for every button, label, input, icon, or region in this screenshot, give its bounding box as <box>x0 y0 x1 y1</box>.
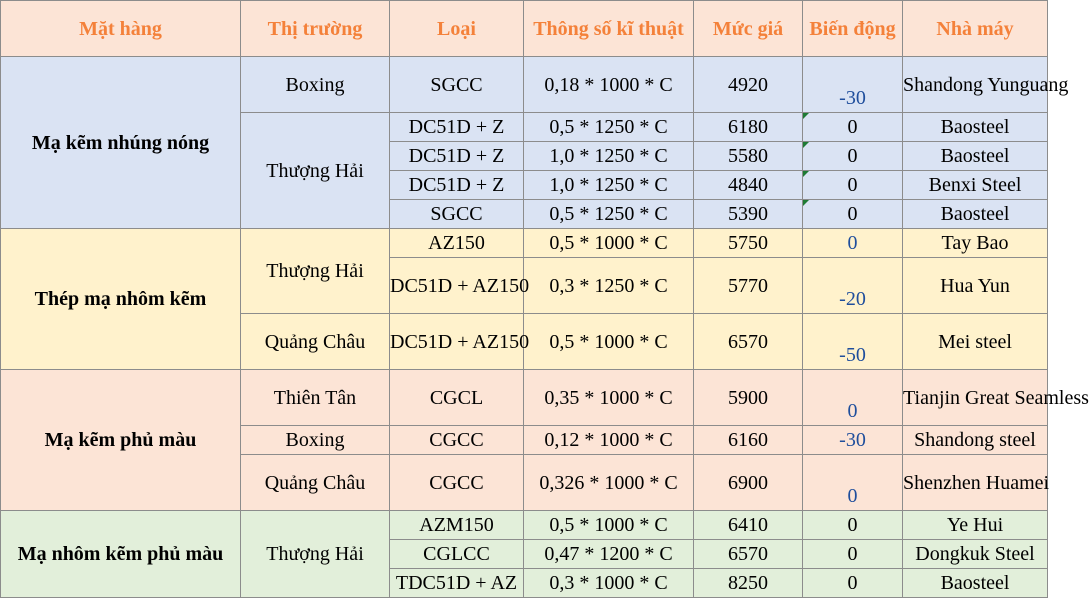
category-cell: Mạ kẽm nhúng nóng <box>1 57 241 229</box>
header-change: Biến động <box>803 1 903 57</box>
category-cell: Mạ nhôm kẽm phủ màu <box>1 511 241 598</box>
factory-cell: Benxi Steel <box>903 171 1048 200</box>
spec-cell: 0,12 * 1000 * C <box>524 426 694 455</box>
factory-cell: Baosteel <box>903 113 1048 142</box>
price-cell: 5390 <box>694 200 803 229</box>
spec-cell: 1,0 * 1250 * C <box>524 171 694 200</box>
table-row <box>1 229 1048 258</box>
factory-cell: Tianjin Great Seamless <box>903 370 1048 426</box>
category-cell: Thép mạ nhôm kẽm <box>1 229 241 370</box>
price-cell: 4840 <box>694 171 803 200</box>
table-row <box>1 370 1048 398</box>
price-cell: 6160 <box>694 426 803 455</box>
spec-cell: 0,3 * 1250 * C <box>524 258 694 314</box>
market-cell: Thượng Hải <box>241 229 390 314</box>
header-product: Mặt hàng <box>1 1 241 57</box>
type-cell: TDC51D + AZ <box>390 569 524 598</box>
price-cell: 4920 <box>694 57 803 113</box>
spec-cell: 0,47 * 1200 * C <box>524 540 694 569</box>
market-cell: Quảng Châu <box>241 455 390 511</box>
header-spec: Thông số kĩ thuật <box>524 1 694 57</box>
price-cell: 6410 <box>694 511 803 540</box>
spec-cell: 0,5 * 1250 * C <box>524 200 694 229</box>
type-cell: SGCC <box>390 200 524 229</box>
factory-cell: Ye Hui <box>903 511 1048 540</box>
change-value: 0 <box>847 174 858 196</box>
factory-cell: Dongkuk Steel <box>903 540 1048 569</box>
factory-cell: Shandong Yunguang <box>903 57 1048 113</box>
header-market: Thị trường <box>241 1 390 57</box>
factory-cell: Mei steel <box>903 314 1048 370</box>
change-cell <box>803 171 903 200</box>
factory-cell: Hua Yun <box>903 258 1048 314</box>
spec-cell: 0,35 * 1000 * C <box>524 370 694 426</box>
change-cell: 0 <box>803 229 903 258</box>
factory-cell: Shandong steel <box>903 426 1048 455</box>
price-cell: 5900 <box>694 370 803 426</box>
factory-cell: Tay Bao <box>903 229 1048 258</box>
type-cell: AZ150 <box>390 229 524 258</box>
table-row <box>1 511 1048 540</box>
change-cell: -20 <box>803 258 903 314</box>
factory-cell: Baosteel <box>903 569 1048 598</box>
price-cell: 5580 <box>694 142 803 171</box>
type-cell: CGCC <box>390 426 524 455</box>
change-cell: 0 <box>803 455 903 511</box>
market-cell: Thiên Tân <box>241 370 390 426</box>
spec-cell: 0,5 * 1000 * C <box>524 229 694 258</box>
price-cell: 6570 <box>694 314 803 370</box>
category-cell: Mạ kẽm phủ màu <box>1 370 241 511</box>
spec-cell: 0,326 * 1000 * C <box>524 455 694 511</box>
price-cell: 6180 <box>694 113 803 142</box>
type-cell: DC51D + Z <box>390 113 524 142</box>
header-row <box>1 1 1048 57</box>
spec-cell: 0,5 * 1250 * C <box>524 113 694 142</box>
comment-marker-icon <box>803 200 809 206</box>
price-cell: 6570 <box>694 540 803 569</box>
change-cell <box>803 200 903 229</box>
price-cell: 5770 <box>694 258 803 314</box>
market-cell: Thượng Hải <box>241 511 390 598</box>
factory-cell: Baosteel <box>903 200 1048 229</box>
comment-marker-icon <box>803 142 809 148</box>
type-cell: DC51D + Z <box>390 142 524 171</box>
change-value: 0 <box>847 145 858 167</box>
spec-cell: 1,0 * 1250 * C <box>524 142 694 171</box>
change-cell: 0 <box>803 511 903 540</box>
market-cell: Boxing <box>241 57 390 113</box>
change-cell: 0 <box>803 540 903 569</box>
change-value: 0 <box>847 203 858 225</box>
comment-marker-icon <box>803 113 809 119</box>
table-row <box>1 57 1048 85</box>
change-cell: 0 <box>803 370 903 426</box>
change-cell: -50 <box>803 314 903 370</box>
type-cell: DC51D + AZ150 <box>390 314 524 370</box>
type-cell: CGLCC <box>390 540 524 569</box>
header-price: Mức giá <box>694 1 803 57</box>
spec-cell: 0,5 * 1000 * C <box>524 511 694 540</box>
market-cell: Thượng Hải <box>241 113 390 229</box>
spec-cell: 0,5 * 1000 * C <box>524 314 694 370</box>
type-cell: CGCL <box>390 370 524 426</box>
price-cell: 6900 <box>694 455 803 511</box>
change-value: 0 <box>847 116 858 138</box>
type-cell: AZM150 <box>390 511 524 540</box>
change-cell: -30 <box>803 426 903 455</box>
type-cell: SGCC <box>390 57 524 113</box>
change-cell <box>803 113 903 142</box>
price-cell: 5750 <box>694 229 803 258</box>
spec-cell: 0,3 * 1000 * C <box>524 569 694 598</box>
market-cell: Boxing <box>241 426 390 455</box>
comment-marker-icon <box>803 171 809 177</box>
header-type: Loại <box>390 1 524 57</box>
price-cell: 8250 <box>694 569 803 598</box>
type-cell: DC51D + AZ150 <box>390 258 524 314</box>
change-cell <box>803 142 903 171</box>
factory-cell: Shenzhen Huamei <box>903 455 1048 511</box>
header-factory: Nhà máy <box>903 1 1048 57</box>
change-cell: 0 <box>803 569 903 598</box>
factory-cell: Baosteel <box>903 142 1048 171</box>
spec-cell: 0,18 * 1000 * C <box>524 57 694 113</box>
market-cell: Quảng Châu <box>241 314 390 370</box>
change-cell: -30 <box>803 57 903 113</box>
type-cell: DC51D + Z <box>390 171 524 200</box>
type-cell: CGCC <box>390 455 524 511</box>
